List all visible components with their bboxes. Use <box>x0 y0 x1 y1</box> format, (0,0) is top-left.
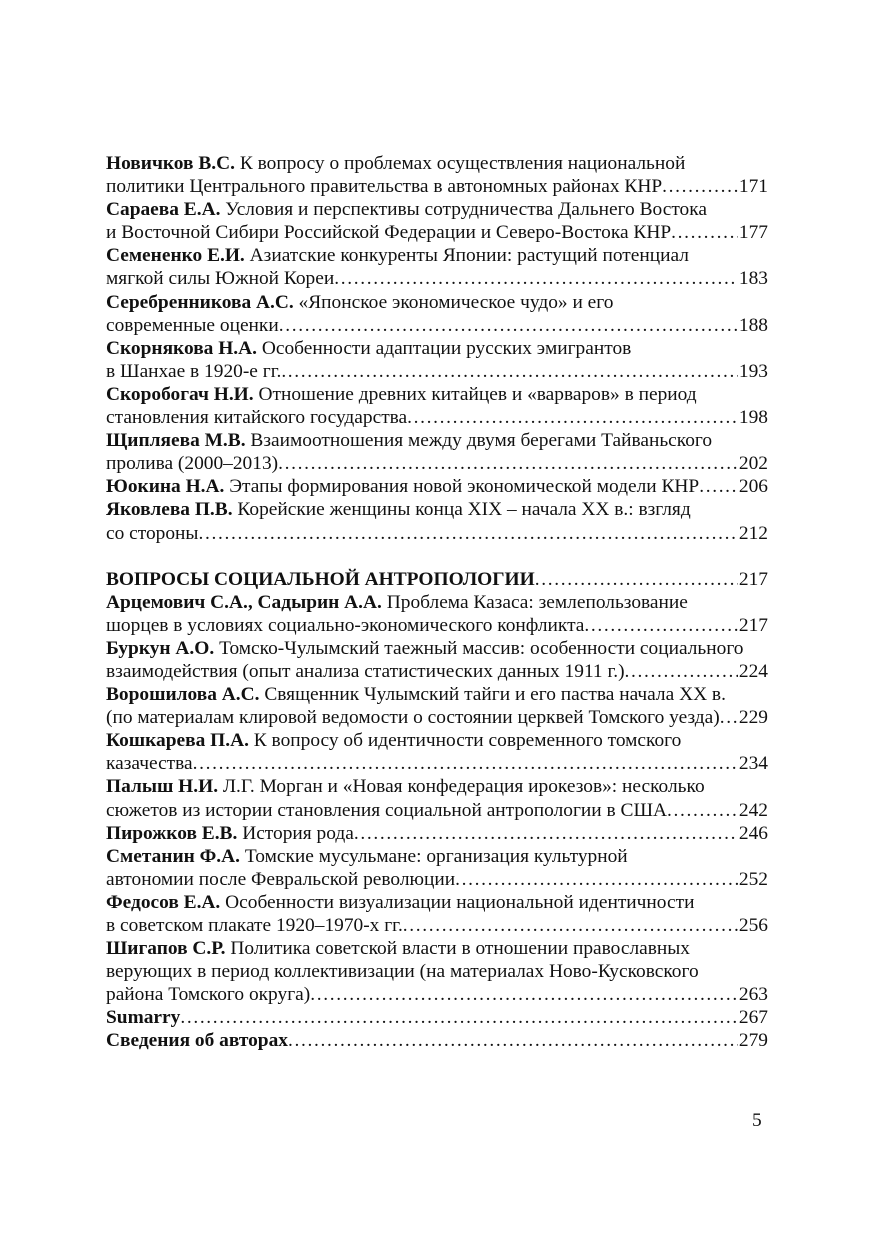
entry-title-text: Отношение древних китайцев и «варваров» в период <box>258 383 697 405</box>
entry-author: Арцемович С.А., Садырин А.А. <box>106 591 382 613</box>
section-page: 217 <box>738 568 768 590</box>
toc-entry-line <box>106 244 768 267</box>
entry-page-number: 206 <box>738 476 768 498</box>
toc-entry-last-line <box>106 475 768 498</box>
toc-entry[interactable] <box>106 937 768 1006</box>
dot-leader <box>193 752 738 775</box>
entry-title-text: К вопросу о проблемах осуществления национальной <box>239 153 686 174</box>
page-number: 5 <box>752 1110 762 1131</box>
toc-entry-appendix[interactable] <box>106 1029 768 1052</box>
entry-title-text: Взаимоотношения между двумя берегами Тайваньского <box>250 430 713 452</box>
entry-title-end <box>106 868 455 891</box>
toc-entry-last-line <box>106 914 768 937</box>
toc-entry-last-line <box>106 752 768 775</box>
entry-author: Кошкарева П.А. <box>106 730 249 752</box>
entry-author: Буркун А.О. <box>106 637 215 659</box>
entry-title-text: Проблема Казаса: землепользование <box>386 591 688 613</box>
toc-entry[interactable] <box>106 683 768 729</box>
entry-title-end <box>106 475 699 498</box>
entry-page-number: 234 <box>738 753 768 775</box>
dot-leader <box>667 799 738 822</box>
entry-page-number: 256 <box>738 915 768 936</box>
entry-title-text: Священник Чулымский тайги и его паства начала XX в. <box>264 684 726 706</box>
toc-entry-line <box>106 591 768 614</box>
entry-author: Палыш Н.И. <box>106 776 219 798</box>
entry-author: Яковлева П.В. <box>106 499 233 521</box>
entry-title-text: Особенности визуализации национальной идентичности <box>225 891 695 913</box>
entry-author: Семененко Е.И. <box>106 245 245 267</box>
entry-title-text: верующих в период коллективизации (на материалах Ново-Кусковского <box>106 961 699 983</box>
toc-entry[interactable] <box>106 337 768 383</box>
entry-title-end <box>106 522 198 545</box>
entry-title-text: Политика советской власти в отношении православных <box>230 938 690 960</box>
entry-page-number: 229 <box>738 707 768 729</box>
dot-leader <box>699 475 738 498</box>
entry-title-end <box>106 267 334 290</box>
entry-title-text: сюжетов из истории становления социальной антропологии в США <box>106 799 668 821</box>
toc-entry-last-line <box>106 983 768 1006</box>
entry-title-text: Особенности адаптации русских эмигрантов <box>261 337 632 359</box>
dot-leader <box>403 914 738 937</box>
dot-leader <box>662 175 738 198</box>
appendix-title: Sumarry <box>106 1007 181 1029</box>
entry-page-number: 217 <box>738 614 768 636</box>
entry-title-end <box>106 360 281 383</box>
entry-title-end <box>106 706 720 729</box>
appendix-page-number: 279 <box>738 1030 768 1052</box>
dot-leader <box>625 660 738 683</box>
toc-entry-last-line <box>106 452 768 475</box>
toc-entry-last-line <box>106 1006 768 1029</box>
toc-entry-line <box>106 383 768 406</box>
entry-title-text: и Восточной Сибири Российской Федерации и Северо-Востока КНР <box>106 222 672 244</box>
toc-entry-last-line <box>106 868 768 891</box>
entry-page-number: 198 <box>738 407 768 429</box>
toc-entry[interactable] <box>106 152 768 198</box>
toc-entry[interactable] <box>106 845 768 891</box>
toc-entry[interactable] <box>106 383 768 429</box>
toc-entry-line <box>106 429 768 452</box>
entry-page-number: 183 <box>738 268 768 290</box>
toc-entry[interactable] <box>106 775 768 821</box>
dot-leader <box>288 1029 738 1052</box>
toc-entry-last-line <box>106 706 768 729</box>
toc-entry[interactable] <box>106 729 768 775</box>
appendix-title: Сведения об авторах <box>106 1030 288 1052</box>
table-of-contents <box>106 152 768 1053</box>
entry-page-number: 177 <box>738 222 768 244</box>
toc-entry-appendix[interactable] <box>106 1006 768 1029</box>
entry-title-text: района Томского округа) <box>106 984 311 1006</box>
toc-entry-line <box>106 198 768 221</box>
toc-group-social-anthropology <box>106 591 768 1007</box>
entry-page-number: 246 <box>738 822 768 844</box>
dot-leader <box>720 706 738 729</box>
entry-author: Сараева Е.А. <box>106 199 221 221</box>
entry-title-text: История рода <box>242 822 354 844</box>
toc-entry[interactable] <box>106 637 768 683</box>
dot-leader <box>281 360 738 383</box>
entry-title-end <box>106 614 584 637</box>
entry-title-text: К вопросу об идентичности современного томского <box>253 730 682 752</box>
entry-author: Щипляева М.В. <box>106 430 246 452</box>
toc-entry-last-line <box>106 822 768 845</box>
entry-title-end <box>106 983 310 1006</box>
entry-title-end <box>106 914 403 937</box>
entry-author: Ворошилова А.С. <box>106 684 260 706</box>
toc-entry[interactable] <box>106 198 768 244</box>
entry-page-number: 171 <box>738 176 768 198</box>
entry-title-text: пролива (2000–2013) <box>106 453 279 475</box>
toc-group-appendix <box>106 1006 768 1052</box>
entry-title-text: взаимодействия (опыт анализа статистических данных 1911 г.) <box>106 660 625 682</box>
toc-group-oriental-studies <box>106 152 768 545</box>
toc-entry-last-line <box>106 660 768 683</box>
toc-entry-line <box>106 729 768 752</box>
entry-author: Серебренникова А.С. <box>106 291 294 313</box>
entry-page-number: 242 <box>738 799 768 821</box>
entry-page-number: 193 <box>738 360 768 382</box>
dot-leader <box>180 1006 738 1029</box>
entry-title-text: казачества <box>106 753 193 775</box>
entry-page-number: 188 <box>738 314 768 336</box>
entry-title-end <box>106 406 407 429</box>
toc-entry-last-line <box>106 1029 768 1052</box>
entry-title-text: Азиатские конкуренты Японии: растущий потенциал <box>249 245 689 267</box>
toc-entry-last-line <box>106 267 768 290</box>
toc-entry-last-line <box>106 406 768 429</box>
entry-page-number: 212 <box>738 522 768 544</box>
entry-title-text: «Японское экономическое чудо» и его <box>298 291 614 313</box>
entry-title-end <box>106 221 671 244</box>
entry-author: Юокина Н.А. <box>106 476 225 498</box>
toc-entry[interactable] <box>106 498 768 544</box>
toc-entry[interactable] <box>106 891 768 937</box>
toc-entry-last-line <box>106 522 768 545</box>
entry-author: Пирожков Е.В. <box>106 822 238 844</box>
entry-title-text: в Шанхае в 1920-е гг. <box>106 360 282 382</box>
entry-title-text: (по материалам клировой ведомости о состоянии церквей Томского уезда) <box>106 707 720 729</box>
entry-title-end <box>106 452 278 475</box>
entry-title-text: Корейские женщины конца XIX – начала XX в.: взгляд <box>237 499 691 521</box>
toc-entry-line <box>106 291 768 314</box>
toc-entry[interactable] <box>106 822 768 845</box>
toc-entry-line <box>106 683 768 706</box>
entry-title-end <box>106 314 279 337</box>
toc-entry-line <box>106 637 768 660</box>
entry-title-text: современные оценки <box>106 314 279 336</box>
toc-entry-last-line <box>106 314 768 337</box>
toc-entry-last-line <box>106 175 768 198</box>
entry-title-text: автономии после Февральской революции <box>106 868 456 890</box>
entry-title-text: мягкой силы Южной Кореи <box>106 268 335 290</box>
entry-title-end <box>106 822 354 845</box>
toc-entry-line <box>106 937 768 960</box>
dot-leader <box>198 522 737 545</box>
entry-title-text: со стороны <box>106 522 199 544</box>
dot-leader <box>354 822 738 845</box>
toc-entry-last-line <box>106 799 768 822</box>
dot-leader <box>671 221 738 244</box>
toc-entry-line <box>106 845 768 868</box>
entry-title-text: Л.Г. Морган и «Новая конфедерация ирокезов»: несколько <box>222 776 705 798</box>
dot-leader <box>455 868 738 891</box>
toc-entry-line <box>106 960 768 983</box>
entry-title-text: Томские мусульмане: организация культурной <box>244 845 628 867</box>
entry-page-number: 224 <box>738 660 768 682</box>
toc-entry[interactable] <box>106 429 768 475</box>
entry-title-end <box>106 799 667 822</box>
entry-title-end <box>106 752 193 775</box>
toc-entry-last-line <box>106 614 768 637</box>
dot-leader <box>535 568 738 591</box>
toc-entry[interactable] <box>106 475 768 498</box>
appendix-page-number: 267 <box>738 1007 768 1029</box>
section-title: ВОПРОСЫ СОЦИАЛЬНОЙ АНТРОПОЛОГИИ <box>106 568 535 590</box>
toc-entry[interactable] <box>106 591 768 637</box>
toc-entry-last-line <box>106 221 768 244</box>
toc-entry-line <box>106 498 768 521</box>
dot-leader <box>584 614 738 637</box>
entry-author: Шигапов С.Р. <box>106 938 226 960</box>
dot-leader <box>407 406 738 429</box>
entry-page-number: 263 <box>738 984 768 1006</box>
toc-entry-line <box>106 337 768 360</box>
entry-title-end <box>106 660 625 683</box>
entry-author: Сметанин Ф.А. <box>106 845 240 867</box>
toc-entry[interactable] <box>106 291 768 337</box>
toc-entry[interactable] <box>106 244 768 290</box>
entry-title-text: политики Центрального правительства в автономных районах КНР <box>106 176 663 198</box>
entry-page-number: 252 <box>738 868 768 890</box>
dot-leader <box>278 452 738 475</box>
entry-author: Скорнякова Н.А. <box>106 337 257 359</box>
toc-entry-line <box>106 891 768 914</box>
entry-title-text: Томско-Чулымский таежный массив: особенности социального <box>219 637 744 659</box>
dot-leader <box>310 983 738 1006</box>
entry-title-text: Условия и перспективы сотрудничества Дальнего Востока <box>225 199 707 221</box>
entry-author: Скоробогач Н.И. <box>106 383 254 405</box>
toc-entry-line <box>106 152 768 175</box>
toc-entry-line <box>106 775 768 798</box>
entry-title-text: Этапы формирования новой экономической модели КНР <box>229 476 700 498</box>
entry-title-text: в советском плакате 1920–1970-х гг. <box>106 915 403 936</box>
entry-title-text: становления китайского государства <box>106 407 408 429</box>
toc-section-heading[interactable] <box>106 568 768 591</box>
entry-title-end <box>106 175 662 198</box>
entry-title-text: шорцев в условиях социально-экономического конфликта <box>106 614 585 636</box>
entry-author: Новичков В.С. <box>106 153 235 174</box>
toc-entry-last-line <box>106 360 768 383</box>
entry-author: Федосов Е.А. <box>106 891 221 913</box>
dot-leader <box>334 267 738 290</box>
entry-page-number: 202 <box>738 453 768 475</box>
dot-leader <box>279 314 738 337</box>
